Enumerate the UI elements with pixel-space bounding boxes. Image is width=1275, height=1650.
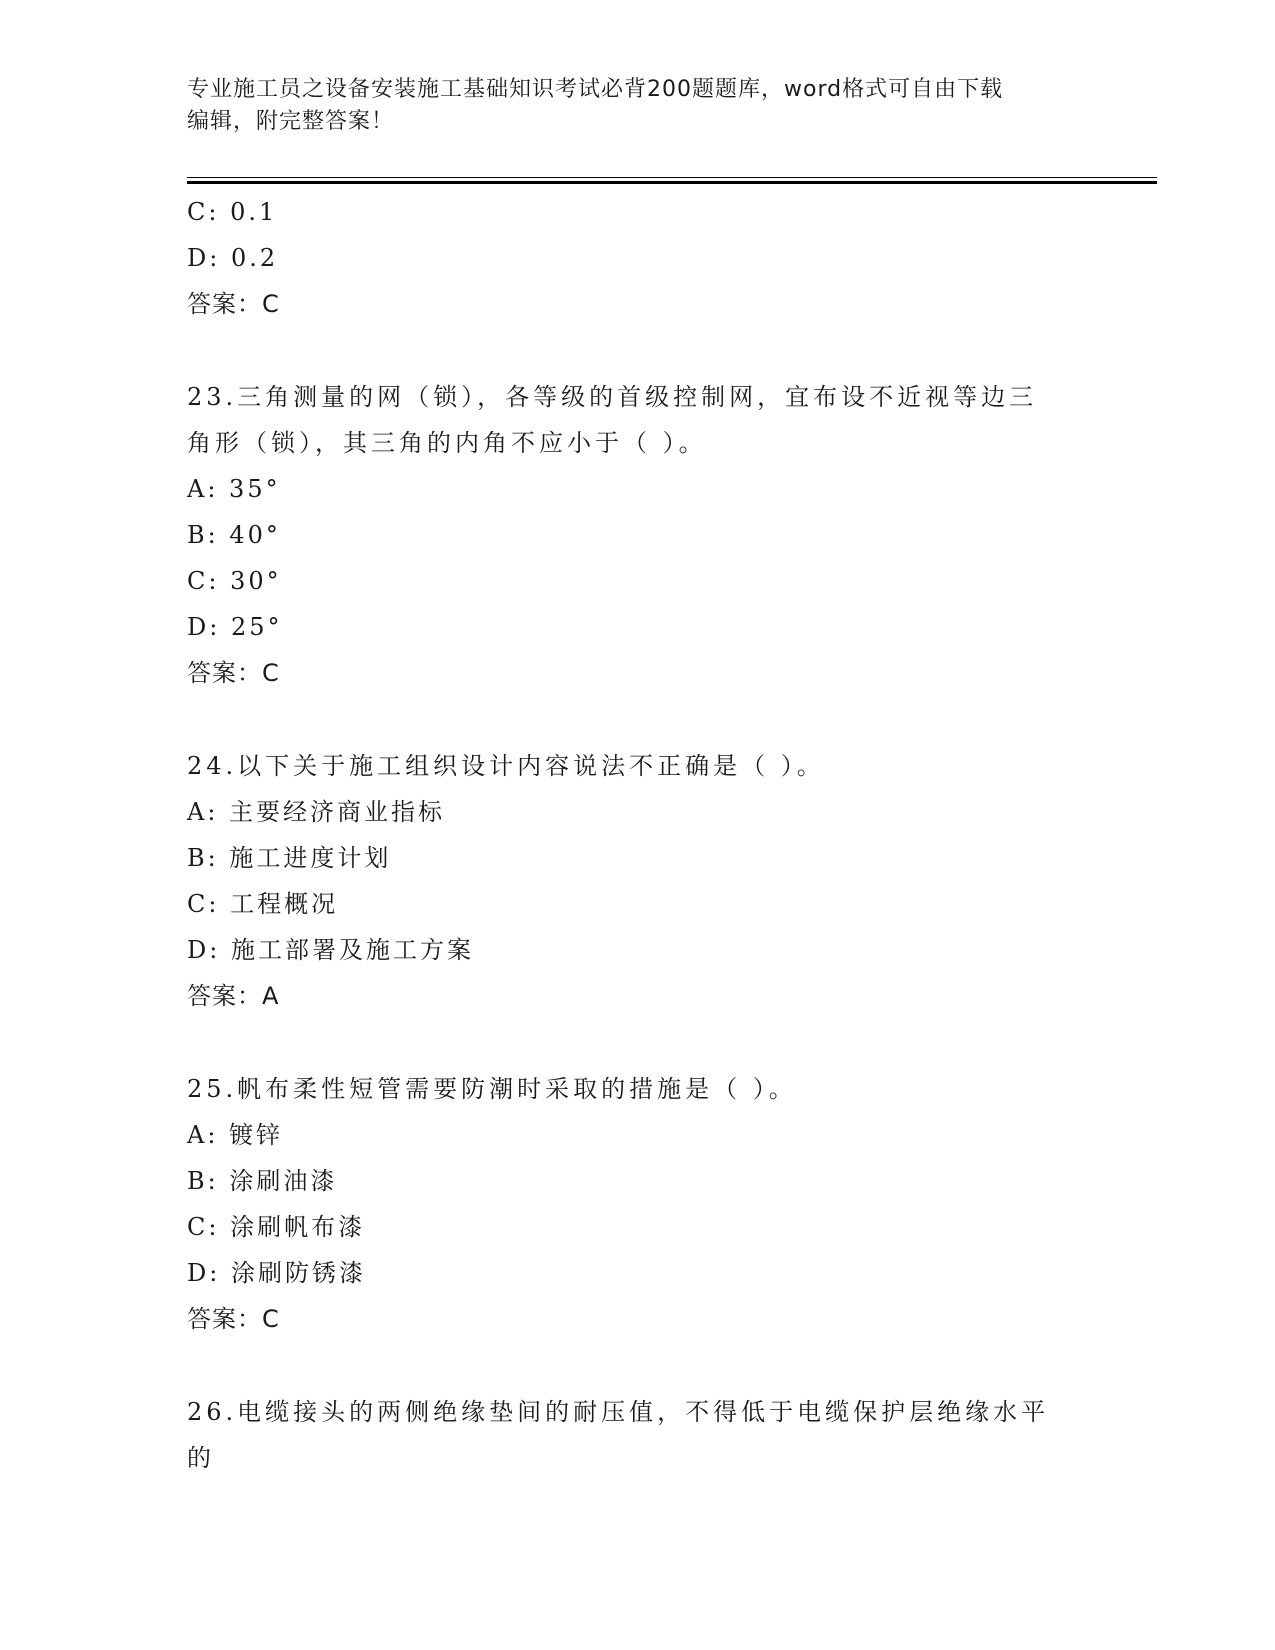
option-a: A: 35° xyxy=(187,475,281,503)
question-text: 25.帆布柔性短管需要防潮时采取的措施是（ ）。 xyxy=(187,1075,797,1103)
option-a: A: 镀锌 xyxy=(187,1121,284,1149)
option-b: B: 40° xyxy=(187,521,281,549)
answer-line: 答案：A xyxy=(187,982,280,1010)
option-a: A: 主要经济商业指标 xyxy=(187,798,446,826)
header-line-1: 专业施工员之设备安装施工基础知识考试必背200题题库，word格式可自由下载 xyxy=(187,77,1004,102)
question-23 xyxy=(187,374,1087,696)
question-text: 角形（锁），其三角的内角不应小于（ ）。 xyxy=(187,429,707,457)
header-divider-thick xyxy=(187,181,1157,184)
header-divider-thin xyxy=(187,177,1157,178)
answer-line: 答案：C xyxy=(187,290,280,318)
answer-line: 答案：C xyxy=(187,1305,280,1333)
question-25 xyxy=(187,1066,1087,1342)
question-text: 23.三角测量的网（锁），各等级的首级控制网，宜布设不近视等边三 xyxy=(187,383,1038,411)
option-c: C: 涂刷帆布漆 xyxy=(187,1213,366,1241)
option-d: D: 施工部署及施工方案 xyxy=(187,936,474,964)
answer-line: 答案：C xyxy=(187,659,280,687)
option-d: D: 涂刷防锈漆 xyxy=(187,1259,366,1287)
question-text: 24.以下关于施工组织设计内容说法不正确是（ ）。 xyxy=(187,752,825,780)
header-line-2: 编辑，附完整答案！ xyxy=(187,109,395,134)
question-22-tail xyxy=(187,189,1087,327)
question-24 xyxy=(187,743,1087,1019)
option-d: D: 25° xyxy=(187,613,283,641)
question-list xyxy=(187,189,1087,1481)
question-text: 的 xyxy=(187,1444,215,1472)
question-text: 26.电缆接头的两侧绝缘垫间的耐压值，不得低于电缆保护层绝缘水平 xyxy=(187,1398,1050,1426)
option-c: C: 工程概况 xyxy=(187,890,339,918)
option-b: B: 涂刷油漆 xyxy=(187,1167,338,1195)
option-d: D: 0.2 xyxy=(187,244,279,272)
document-header xyxy=(187,74,1087,138)
option-c: C: 30° xyxy=(187,567,282,595)
question-26 xyxy=(187,1389,1087,1481)
option-c: C: 0.1 xyxy=(187,198,278,226)
option-b: B: 施工进度计划 xyxy=(187,844,392,872)
